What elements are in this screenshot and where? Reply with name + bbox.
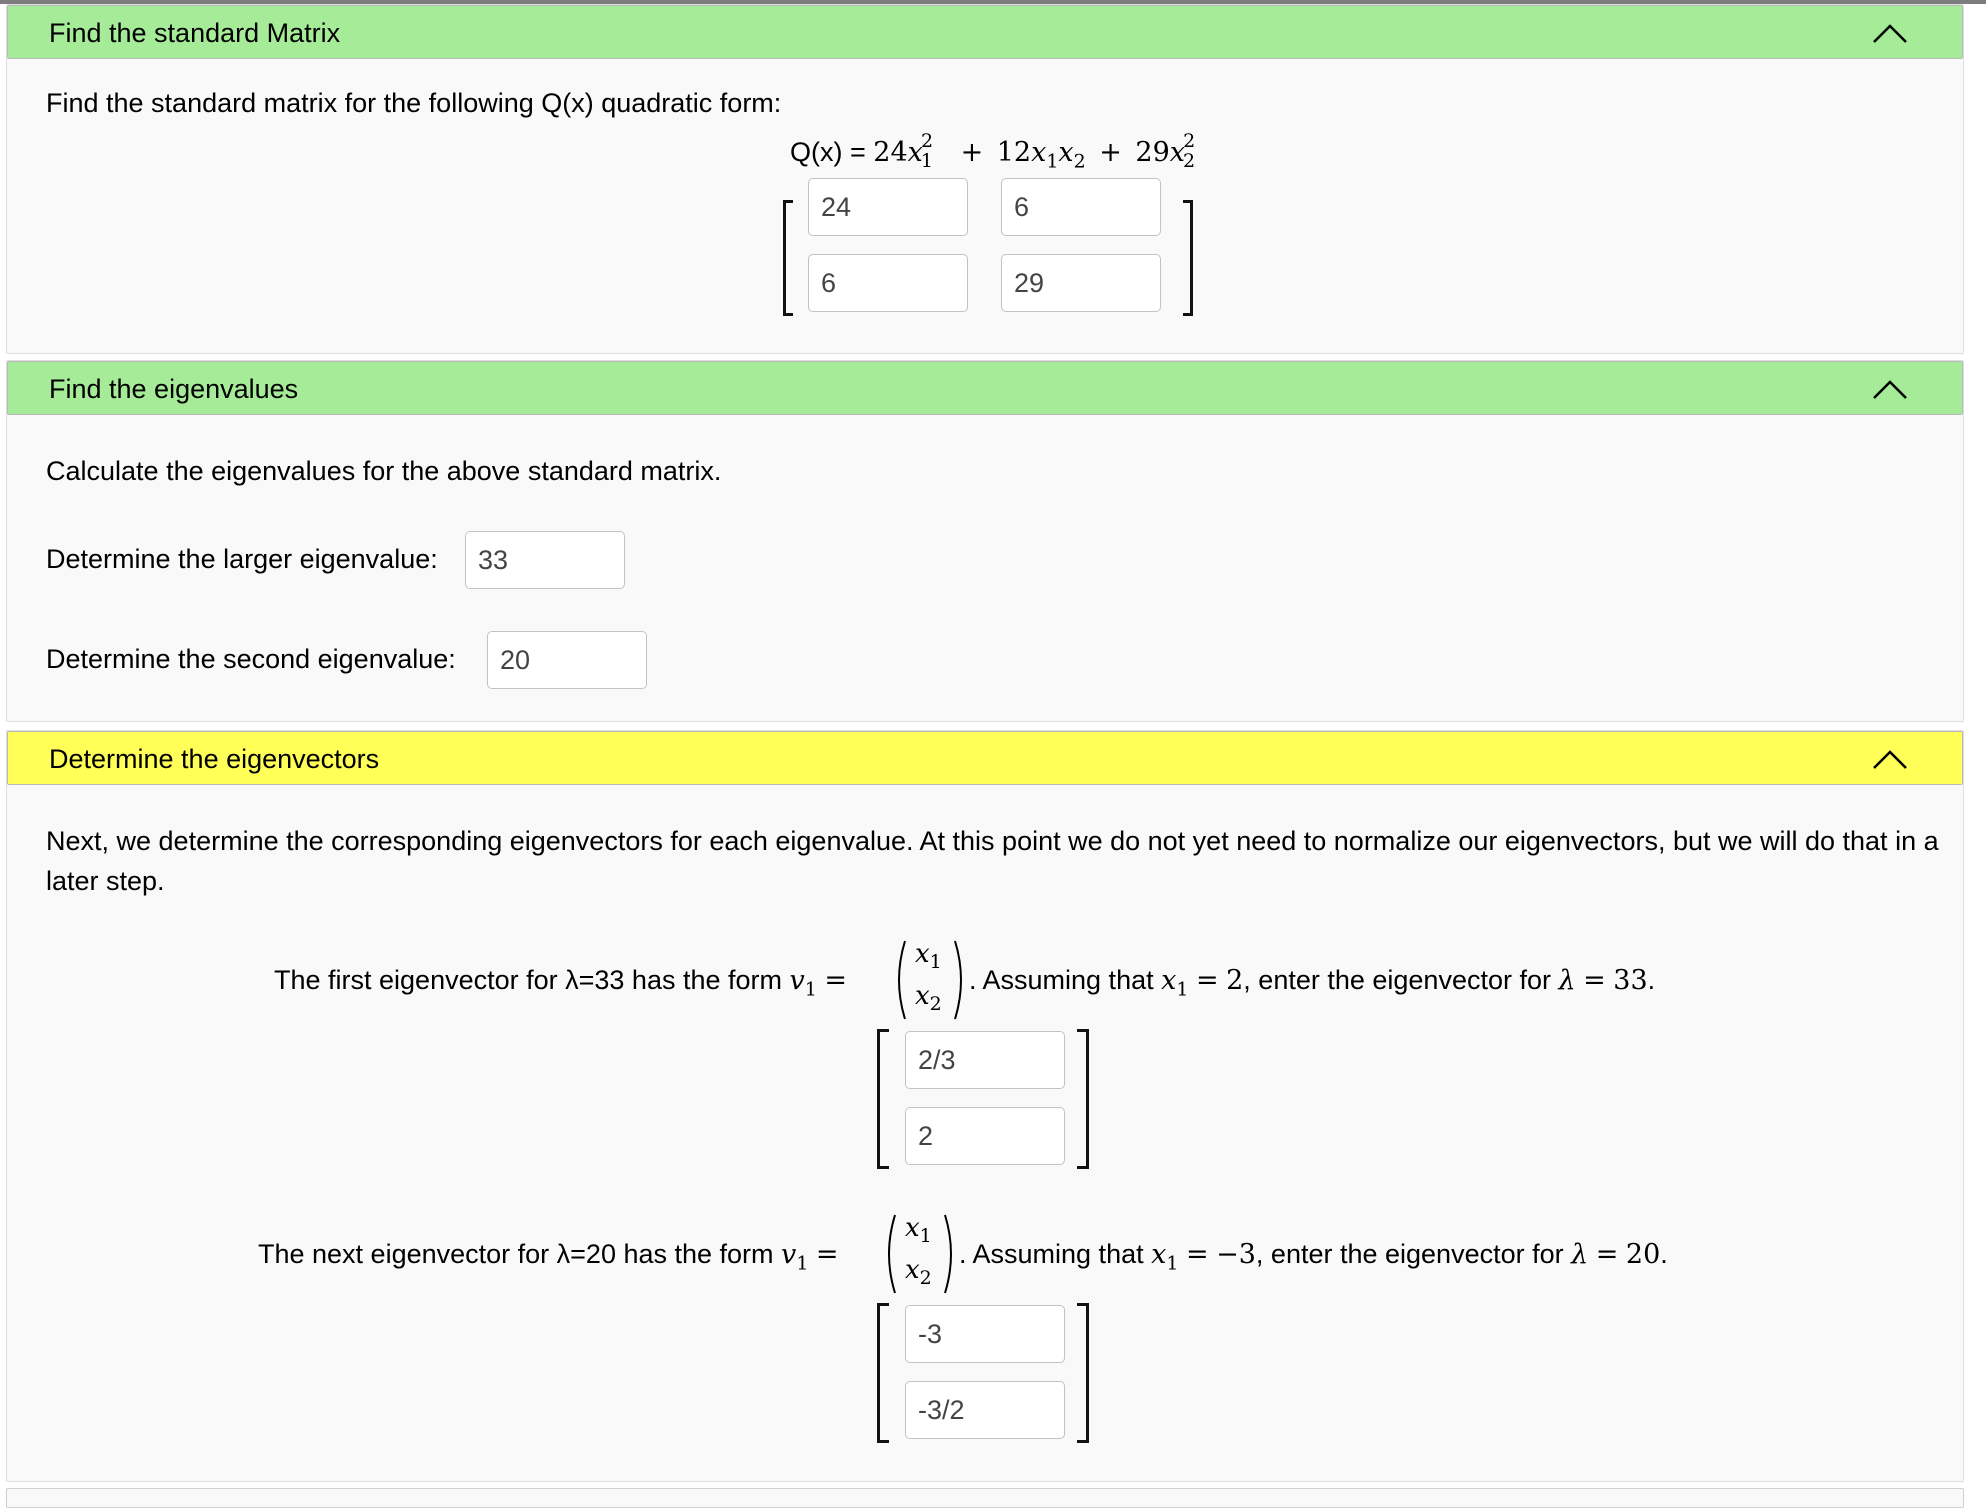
matrix-left-bracket xyxy=(783,200,793,316)
second-eigenvalue-label: Determine the second eigenvalue: xyxy=(46,644,456,674)
quadratic-form: $Q(x) = 24x_1^2 + 12x_1x_2 + 29x_2^2$ xyxy=(790,130,1196,173)
matrix-entry-11[interactable] xyxy=(808,178,968,236)
eigenvalues-prompt: Calculate the eigenvalues for the above standard matrix. xyxy=(46,456,722,486)
eigenvector-2-right-bracket xyxy=(1077,1303,1089,1443)
panel-standard-matrix xyxy=(6,4,1964,354)
chevron-up-icon[interactable] xyxy=(1870,18,1910,48)
eigenvector-2-assumption: . Assuming that $x_1 = -3$, enter the eigenvector for λ = 20. xyxy=(959,1239,1668,1275)
eigenvector-2-statement: The next eigenvector for λ=20 has the form $v_1$ = xyxy=(258,1239,839,1275)
eigenvector-1-statement: The first eigenvector for λ=33 has the form $v_1$ = xyxy=(274,965,848,1001)
matrix-entry-21[interactable] xyxy=(808,254,968,312)
panel-header-eigenvalues[interactable] xyxy=(7,361,1963,415)
eigenvector-1-assumption: . Assuming that $x_1 = 2$, enter the eigenvector for λ = 33. xyxy=(969,965,1656,1001)
panel-header-eigenvectors[interactable] xyxy=(7,731,1963,785)
panel-eigenvectors xyxy=(6,730,1964,1482)
larger-eigenvalue-input[interactable] xyxy=(465,531,625,589)
matrix-right-bracket xyxy=(1183,200,1193,316)
panel-header-standard-matrix[interactable] xyxy=(7,5,1963,59)
matrix-prompt: Find the standard matrix for the following Q(x) quadratic form: xyxy=(46,88,782,118)
eigenvector-2-left-bracket xyxy=(877,1303,889,1443)
eigenvector-1-entry-1[interactable] xyxy=(905,1031,1065,1089)
panel-next xyxy=(6,1488,1964,1508)
eigenvector-1-right-bracket xyxy=(1077,1029,1089,1169)
eigenvector-1-form-x1: $x_1$ xyxy=(915,939,942,974)
chevron-up-icon[interactable] xyxy=(1870,744,1910,774)
eigenvector-2-form-x1: $x_1$ xyxy=(905,1213,932,1248)
eigenvector-1-left-bracket xyxy=(877,1029,889,1169)
second-eigenvalue-input[interactable] xyxy=(487,631,647,689)
eigenvector-2-entry-2[interactable] xyxy=(905,1381,1065,1439)
eigenvectors-intro: Next, we determine the corresponding eigenvectors for each eigenvalue. At this point we do not yet need to normalize our eigenvectors, but we will do that in a later step. xyxy=(46,826,1939,896)
chevron-up-icon[interactable] xyxy=(1870,374,1910,404)
eigenvector-2-form-x2: $x_2$ xyxy=(905,1255,932,1290)
larger-eigenvalue-label: Determine the larger eigenvalue: xyxy=(46,544,438,574)
panel-title: Determine the eigenvectors xyxy=(49,744,380,774)
eigenvector-2-entry-1[interactable] xyxy=(905,1305,1065,1363)
matrix-entry-22[interactable] xyxy=(1001,254,1161,312)
eigenvector-1-entry-2[interactable] xyxy=(905,1107,1065,1165)
panel-title: Find the standard Matrix xyxy=(49,18,341,48)
panel-eigenvalues xyxy=(6,360,1964,722)
matrix-entry-12[interactable] xyxy=(1001,178,1161,236)
eigenvector-1-form-x2: $x_2$ xyxy=(915,981,942,1016)
panel-title: Find the eigenvalues xyxy=(49,374,299,404)
